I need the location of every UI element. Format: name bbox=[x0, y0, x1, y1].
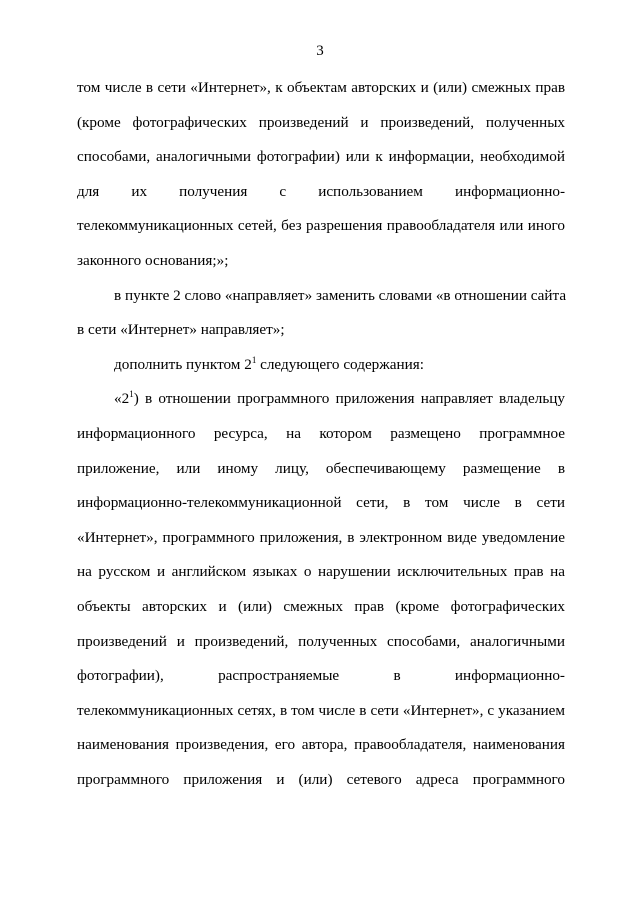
text-line: для их получения с использованием информационно- bbox=[77, 182, 565, 200]
text-line: приложение, или иному лицу, обеспечивающему размещение в bbox=[77, 459, 565, 477]
text-fragment: «2 bbox=[114, 390, 130, 408]
text-line: в сети «Интернет» направляет»; bbox=[77, 321, 285, 339]
text-line: (кроме фотографических произведений и произведений, полученных bbox=[77, 113, 565, 131]
text-line: информационного ресурса, на котором размещено программное bbox=[77, 424, 565, 442]
text-line: произведений и произведений, полученных способами, аналогичными bbox=[77, 632, 565, 650]
paragraph-2 bbox=[77, 279, 565, 348]
paragraph-4 bbox=[77, 382, 565, 797]
text-line: способами, аналогичными фотографии) или к информации, необходимой bbox=[77, 148, 565, 166]
text-line: наименования произведения, его автора, правообладателя, наименования bbox=[77, 736, 565, 754]
text-line bbox=[77, 348, 565, 383]
text-line: том числе в сети «Интернет», к объектам авторских и (или) смежных прав bbox=[77, 79, 565, 96]
text-line: «Интернет», программного приложения, в электронном виде уведомление bbox=[77, 528, 565, 546]
paragraph-1 bbox=[77, 71, 565, 279]
text-line: законного основания;»; bbox=[77, 251, 229, 269]
text-line: телекоммуникационных сетях, в том числе в сети «Интернет», с указанием bbox=[77, 701, 565, 719]
text-line: фотографии), распространяемые в информационно- bbox=[77, 667, 565, 685]
text-line: в пункте 2 слово «направляет» заменить словами «в отношении сайта bbox=[114, 286, 567, 304]
text-line: на русском и английском языках о нарушении исключительных прав на bbox=[77, 563, 565, 581]
text-fragment: следующего содержания: bbox=[256, 355, 424, 373]
text-fragment: ) в отношении программного приложения направляет владельцу bbox=[133, 390, 565, 408]
paragraph-3 bbox=[77, 348, 565, 383]
page-number: 3 bbox=[316, 43, 324, 59]
text-line: программного приложения и (или) сетевого адреса программного bbox=[77, 770, 565, 788]
document-body bbox=[77, 71, 565, 797]
text-fragment: дополнить пунктом 2 bbox=[114, 355, 252, 373]
text-line bbox=[77, 382, 565, 417]
text-line: телекоммуникационных сетей, без разрешения правообладателя или иного bbox=[77, 217, 565, 235]
superscript: 1 bbox=[251, 354, 257, 365]
text-line: информационно-телекоммуникационной сети, в том числе в сети bbox=[77, 494, 565, 512]
text-line: объекты авторских и (или) смежных прав (кроме фотографических bbox=[77, 597, 565, 615]
superscript: 1 bbox=[129, 389, 134, 400]
